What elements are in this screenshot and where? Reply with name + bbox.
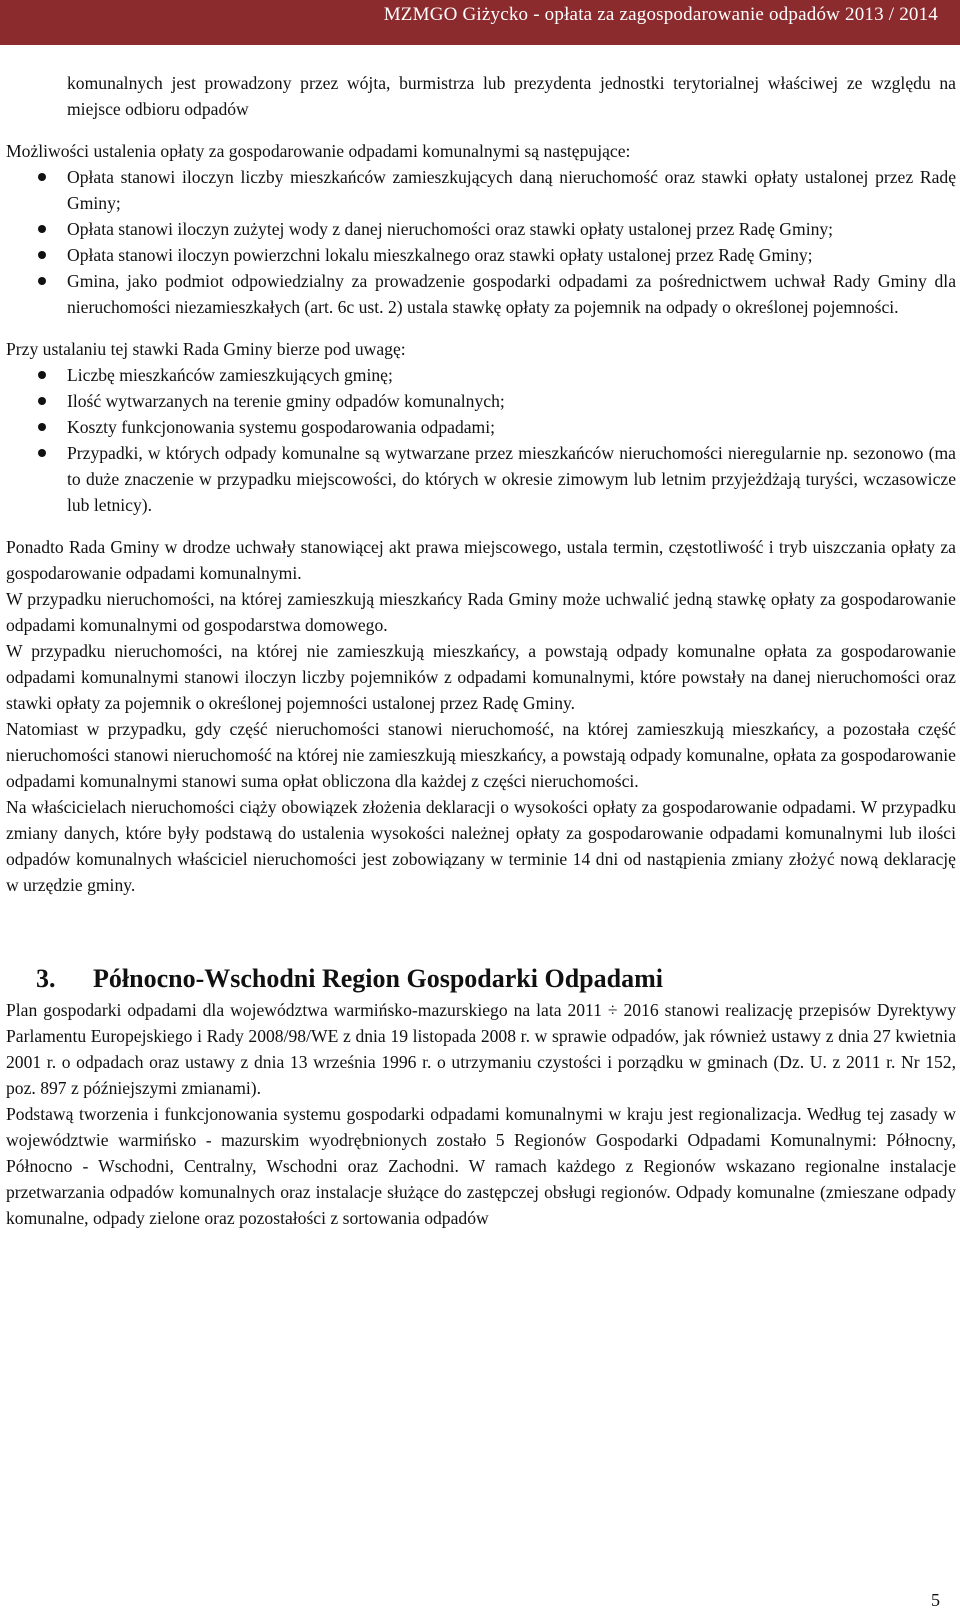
- list-item: Ilość wytwarzanych na terenie gminy odpadów komunalnych;: [6, 388, 956, 414]
- bullet-icon: [38, 251, 46, 259]
- document-body: [6, 70, 956, 1231]
- bullet-icon: [38, 277, 46, 285]
- paragraph: Plan gospodarki odpadami dla województwa warmińsko-mazurskiego na lata 2011 ÷ 2016 stanowi realizację przepisów Dyrektywy Parlamentu Europejskiego i Rady 2008/98/WE z dnia 19 listopada 2008 r. w sprawie odpadów, jak również ustawy z dnia 27 kwietnia 2001 r. o odpadach oraz ustawy z dnia 13 września 1996 r. o utrzymaniu czystości i porządku w gminach (Dz. U. z 2011 r. Nr 152, poz. 897 z późniejszymi zmianami).: [6, 1000, 956, 1098]
- list-item: Opłata stanowi iloczyn zużytej wody z danej nieruchomości oraz stawki opłaty ustalonej przez Radę Gminy;: [6, 216, 956, 242]
- considerations-list: [6, 362, 956, 518]
- options-list: [6, 164, 956, 320]
- list-item: Opłata stanowi iloczyn liczby mieszkańców zamieszkujących daną nieruchomość oraz stawki opłaty ustalonej przez Radę Gminy;: [6, 164, 956, 216]
- paragraph: W przypadku nieruchomości, na której nie zamieszkują mieszkańcy, a powstają odpady komunalne opłata za gospodarowanie odpadami komunalnymi stanowi iloczyn liczby pojemników z odpadami komunalnymi, które powstały na danej nieruchomości oraz stawki opłaty za pojemnik o określonej pojemności ustalonej przez Radę Gminy.: [6, 641, 956, 713]
- considerations-lead: Przy ustalaniu tej stawki Rada Gminy bierze pod uwagę:: [6, 339, 406, 359]
- options-lead: Możliwości ustalenia opłaty za gospodarowanie odpadami komunalnymi są następujące:: [6, 141, 631, 161]
- bullet-icon: [38, 225, 46, 233]
- list-item: Gmina, jako podmiot odpowiedzialny za prowadzenie gospodarki odpadami za pośrednictwem uchwał Rady Gminy dla nieruchomości niezamieszkałych (art. 6c ust. 2) ustala stawkę opłaty za pojemnik na odpady o określonej pojemności.: [6, 268, 956, 320]
- bullet-icon: [38, 371, 46, 379]
- list-item: Opłata stanowi iloczyn powierzchni lokalu mieszkalnego oraz stawki opłaty ustalonej przez Radę Gminy;: [6, 242, 956, 268]
- bullet-icon: [38, 397, 46, 405]
- section-heading: [6, 961, 956, 997]
- paragraph: Na właścicielach nieruchomości ciąży obowiązek złożenia deklaracji o wysokości opłaty za gospodarowanie odpadami. W przypadku zmiany danych, które były podstawą do ustalenia wysokości należnej opłaty za gospodarowanie odpadami komunalnymi lub ilości odpadów komunalnych właściciel nieruchomości jest zobowiązany w terminie 14 dni od nastąpienia zmiany złożyć nową deklarację w urzędzie gminy.: [6, 797, 956, 895]
- intro-continuation: komunalnych jest prowadzony przez wójta, burmistrza lub prezydenta jednostki terytorialnej właściwej ze względu na miejsce odbioru odpadów: [67, 73, 956, 119]
- paragraph: Podstawą tworzenia i funkcjonowania systemu gospodarki odpadami komunalnymi w kraju jest regionalizacja. Według tej zasady w województwie warmińsko - mazurskim wyodrębnionych zostało 5 Regionów Gospodarki Odpadami Komunalnymi: Północny, Północno - Wschodni, Centralny, Wschodni oraz Zachodni. W ramach każdego z Regionów wskazano regionalne instalacje przetwarzania odpadów komunalnych oraz instalacje służące do zastępczej obsługi regionów. Odpady komunalne (zmieszane odpady komunalne, odpady zielone oraz pozostałości z sortowania odpadów: [6, 1104, 956, 1228]
- section-number: 3.: [36, 964, 56, 993]
- list-item: Przypadki, w których odpady komunalne są wytwarzane przez mieszkańców nieruchomości nieregularnie np. sezonowo (ma to duże znaczenie w przypadku miejscowości, do których w okresie zimowym lub letnim przyjeżdżają turyści, wczasowicze lub letnicy).: [6, 440, 956, 518]
- list-item: Liczbę mieszkańców zamieszkujących gminę;: [6, 362, 956, 388]
- bullet-icon: [38, 173, 46, 181]
- section-title: Północno-Wschodni Region Gospodarki Odpadami: [93, 964, 663, 993]
- bullet-icon: [38, 423, 46, 431]
- bullet-icon: [38, 449, 46, 457]
- header-title: MZMGO Giżycko - opłata za zagospodarowanie odpadów 2013 / 2014: [383, 4, 938, 25]
- paragraph: Natomiast w przypadku, gdy część nieruchomości stanowi nieruchomość, na której zamieszkują mieszkańcy, a pozostała część nieruchomości stanowi nieruchomość na której nie zamieszkują mieszkańcy, a powstają odpady komunalne, opłata za gospodarowanie odpadami komunalnymi stanowi suma opłat obliczona dla każdej z części nieruchomości.: [6, 719, 956, 791]
- list-item: Koszty funkcjonowania systemu gospodarowania odpadami;: [6, 414, 956, 440]
- page-number: 5: [931, 1590, 940, 1610]
- paragraph: Ponadto Rada Gminy w drodze uchwały stanowiącej akt prawa miejscowego, ustala termin, częstotliwość i tryb uiszczania opłaty za gospodarowanie odpadami komunalnymi.: [6, 537, 956, 583]
- paragraph: W przypadku nieruchomości, na której zamieszkują mieszkańcy Rada Gminy może uchwalić jedną stawkę opłaty za gospodarowanie odpadami komunalnymi od gospodarstwa domowego.: [6, 589, 956, 635]
- page-header: [0, 0, 960, 45]
